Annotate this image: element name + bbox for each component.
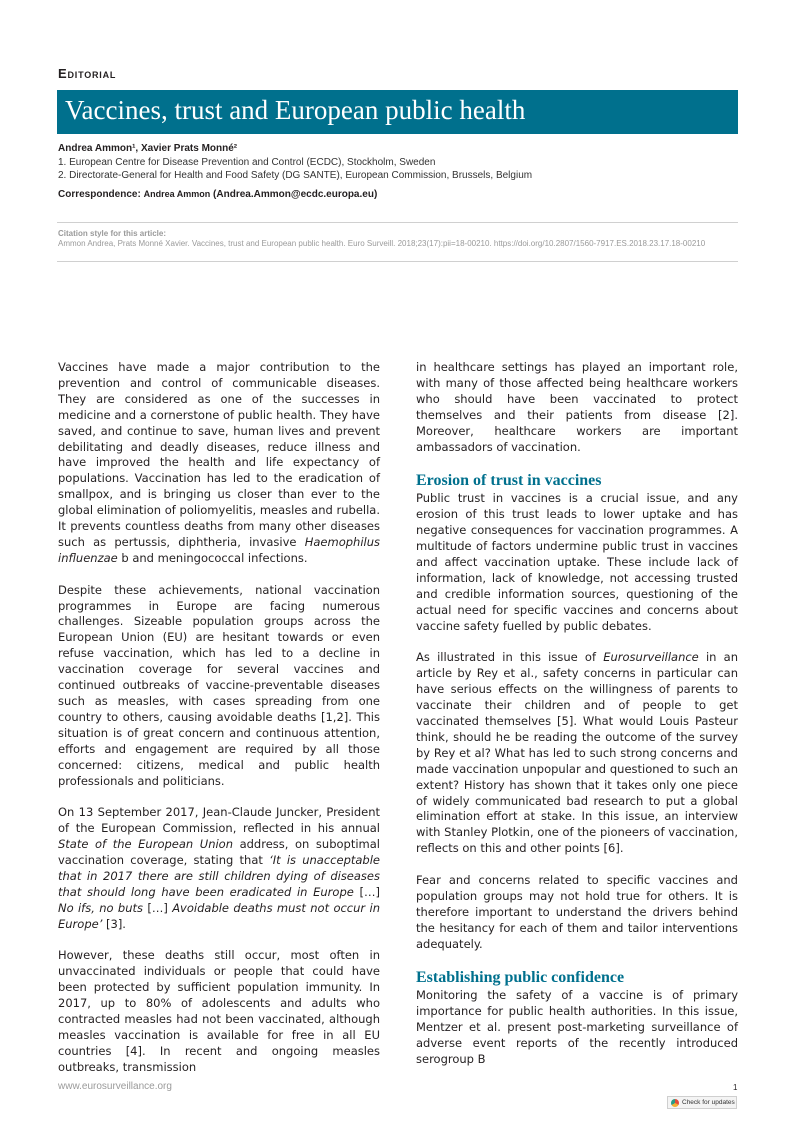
author-list: Andrea Ammon¹, Xavier Prats Monné² bbox=[58, 143, 238, 154]
divider-bottom bbox=[57, 261, 738, 262]
affiliation-2: 2. Directorate-General for Health and Food Safety (DG SANTE), European Commission, Brussels, Belgium bbox=[58, 169, 533, 181]
body-column-left bbox=[58, 360, 380, 1092]
title-banner bbox=[57, 90, 738, 134]
paragraph: Public trust in vaccines is a crucial issue, and any erosion of this trust leads to lower uptake and has negative consequences for vaccination programmes. A multitude of factors undermine public trust in vaccines and affect vaccination uptake. These include lack of information, lack of knowledge, not accessing trusted and credible information sources, questioning of the actual need for specific vaccines and concerns about vaccine safety fuelled by public debates. bbox=[416, 491, 738, 633]
affiliation-1: 1. European Centre for Disease Prevention and Control (ECDC), Stockholm, Sweden bbox=[58, 157, 436, 168]
paragraph: Fear and concerns related to specific vaccines and population groups may not hold true for others. It is therefore important to understand the drivers behind the hesitancy for each of them and tailor interventions adequately. bbox=[416, 873, 738, 951]
correspondence-email[interactable]: (Andrea.Ammon@ecdc.europa.eu) bbox=[213, 189, 378, 200]
citation-block bbox=[58, 229, 738, 249]
crossmark-icon bbox=[671, 1099, 679, 1107]
page-number: 1 bbox=[733, 1083, 738, 1092]
check-for-updates-label: Check for updates bbox=[682, 1099, 735, 1106]
affiliations bbox=[58, 157, 532, 182]
paragraph: Vaccines have made a major contribution to the prevention and control of communicable diseases. They are considered as one of the successes in medicine and a cornerstone of public health. They have saved, and continue to save, human lives and prevent debilitating and deadly diseases, reduce illness and have improved the health and life expectancy of populations. Vaccination has led to the eradication of smallpox, and is bringing us closer than ever to the global elimination of poliomyelitis, measles and rubella. It prevents countless deaths from many other diseases such as pertussis, diphtheria, invasive Haemophilus influenzae b and meningococcal infections. bbox=[58, 360, 381, 565]
paragraph: Monitoring the safety of a vaccine is of primary importance for public health authorities. In this issue, Mentzer et al. present post-marketing surveillance of adverse event reports of the recently introduced serogroup B bbox=[416, 988, 738, 1067]
paragraph: Despite these achievements, national vaccination programmes in Europe are facing numerous challenges. Sizeable population groups across the European Union (EU) are hesitant towards or even refuse vaccination, which has led to a decline in vaccination coverage for several vaccines and continued outbreaks of vaccine-preventable diseases such as measles, with cases spreading from one country to others, causing avoidable deaths [1,2]. This situation is of great concern and continuous attention, efforts and engagement are required by all those concerned: citizens, medical and public health professionals and politicians. bbox=[58, 582, 380, 788]
citation-text[interactable]: Ammon Andrea, Prats Monné Xavier. Vaccines, trust and European public health. Euro Surveill. 2018;23(17):pii=18-00210. https://doi.org/10.2807/1560-7917.ES.2018.23.17.18-00210 bbox=[58, 239, 706, 248]
paragraph: As illustrated in this issue of Eurosurveillance in an article by Rey et al., safety concerns in particular can have serious effects on the willingness of parents to vaccinate their children and of people to get vaccinated themselves [5]. What would Louis Pasteur think, should he be reading the outcome of the survey by Rey et al? What has led to such strong concerns and made vaccination unpopular and questioned to such an extent? History has shown that it takes only one piece of widely communicated bad research to put a global elimination effort at stake. In this issue, an interview with Stanley Plotkin, one of the pioneers of vaccination, reflects on this and other points [6]. bbox=[416, 650, 738, 856]
correspondence-name: Andrea Ammon bbox=[143, 189, 211, 199]
paragraph: However, these deaths still occur, most often in unvaccinated individuals or people that could have been protected by sufficient population immunity. In 2017, up to 80% of adolescents and adults who contracted measles had not been vaccinated, although measles vaccination is available for free in all EU countries [4]. In recent and ongoing measles outbreaks, transmission bbox=[58, 948, 380, 1074]
correspondence-label: Correspondence: bbox=[58, 189, 141, 200]
section-heading: Establishing public confidence bbox=[416, 969, 625, 987]
paragraph: On 13 September 2017, Jean-Claude Juncker, President of the European Commission, reflected in his annual State of the European Union address, on suboptimal vaccination coverage, stating that ‘It is unacceptable that in 2017 there are still children dying of diseases that should long have been eradicated in Europe […] No ifs, no buts […] Avoidable deaths must not occur in Europe’ [3]. bbox=[58, 805, 381, 931]
check-for-updates-button[interactable] bbox=[667, 1096, 737, 1109]
divider-top bbox=[57, 222, 738, 223]
article-title: Vaccines, trust and European public health bbox=[65, 95, 526, 125]
body-column-right bbox=[416, 360, 738, 1084]
correspondence bbox=[58, 189, 377, 200]
section-label: Editorial bbox=[58, 66, 117, 81]
footer-url[interactable]: www.eurosurveillance.org bbox=[58, 1081, 172, 1092]
section-heading: Erosion of trust in vaccines bbox=[416, 472, 602, 490]
paragraph: in healthcare settings has played an important role, with many of those affected being healthcare workers who should have been vaccinated to protect themselves and their patients from disease [2]. Moreover, healthcare workers are important ambassadors of vaccination. bbox=[416, 360, 738, 454]
citation-label: Citation style for this article: bbox=[58, 229, 167, 238]
